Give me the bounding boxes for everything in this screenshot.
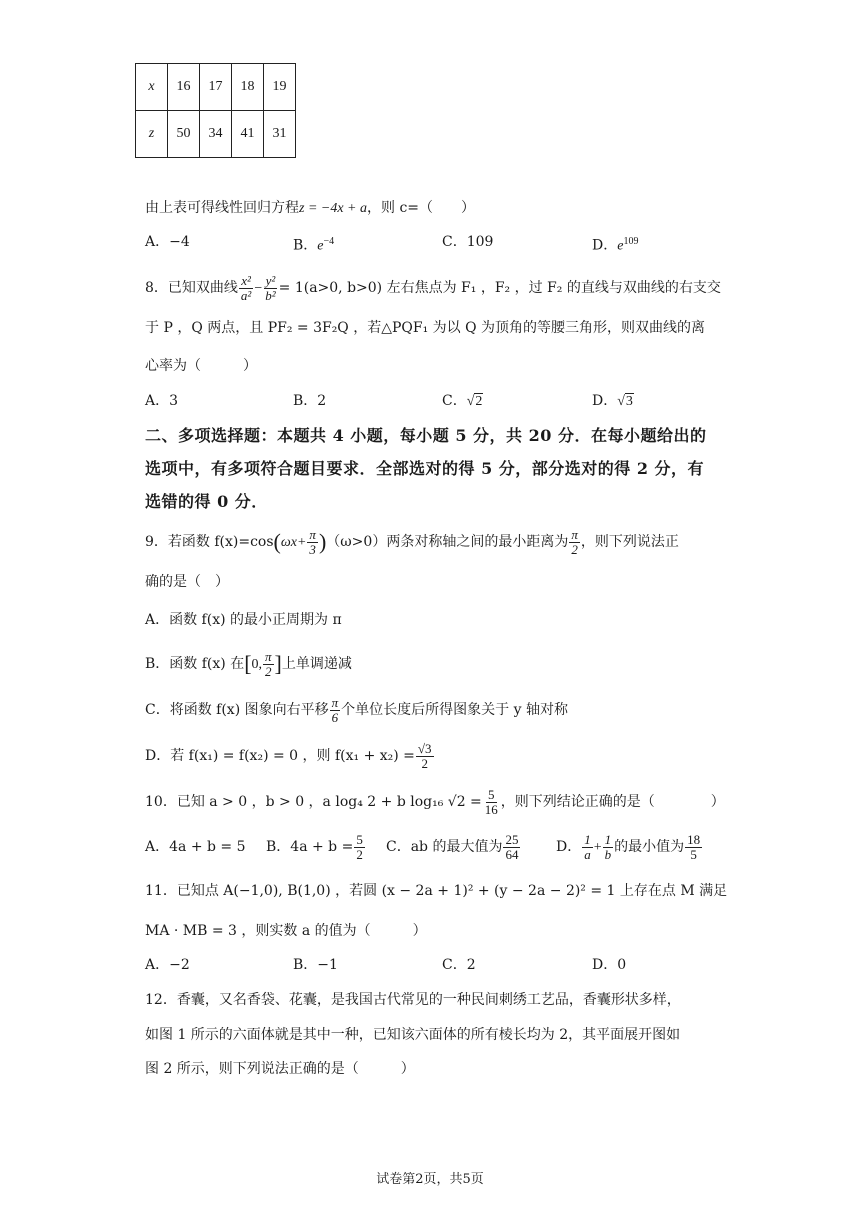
fraction-denominator: b²	[265, 287, 276, 303]
table-cell: 34	[200, 111, 232, 158]
sqrt-radicand: 3	[625, 394, 633, 409]
page-footer: 试卷第2页，共5页	[376, 1172, 484, 1187]
fraction-numerator: y²	[265, 272, 276, 288]
fraction-numerator: 5	[356, 831, 363, 847]
option-text: 个单位长度后所得图象关于 y 轴对称	[341, 702, 568, 718]
math-paren: (	[273, 529, 281, 554]
q7-option-b	[293, 232, 334, 257]
q8-option-b: B．2	[293, 393, 327, 409]
q11-line-2: MA · MB = 3 ，则实数 a 的值为（ ）	[145, 923, 427, 939]
q12-line-1: 12．香囊，又名香袋、花囊，是我国古代常见的一种民间刺绣工艺品，香囊形状多样，	[145, 992, 681, 1008]
math-fraction	[263, 650, 274, 679]
math-fraction	[483, 788, 500, 817]
q7-option-c: C．109	[442, 234, 494, 250]
math-fraction	[582, 833, 593, 862]
fraction-denominator: 2	[356, 846, 363, 862]
q9-option-a: A．函数 f(x) 的最小正周期为 π	[145, 612, 342, 628]
table-row	[136, 111, 296, 158]
q8-text: = 1(a>0, b>0) 左右焦点为 F₁ ，F₂ ，过 F₂ 的直线与双曲线的右支交	[278, 280, 721, 296]
fraction-denominator: b	[604, 846, 612, 862]
q9-text: （ω>0）两条对称轴之间的最小距离为	[326, 534, 569, 550]
option-label: D．	[592, 237, 618, 254]
table-cell: 16	[168, 64, 200, 111]
section-heading-line-3: 选错的得 0 分．	[145, 492, 268, 511]
math-bracket: ]	[274, 651, 282, 676]
math-fraction	[307, 528, 318, 557]
q10-option-b	[266, 829, 366, 865]
q12-line-3: 图 2 所示，则下列说法正确的是（ ）	[145, 1061, 415, 1077]
fraction-numerator: 1	[584, 831, 591, 847]
table-cell: x	[136, 64, 168, 111]
fraction-denominator: 2	[265, 663, 272, 679]
section-heading-line-2: 选项中，有多项符合题目要求．全部选对的得 5 分，部分选对的得 2 分，有	[145, 459, 705, 478]
table-cell: 17	[200, 64, 232, 111]
fraction-numerator: π	[331, 694, 339, 710]
q9-text: 9．若函数 f(x)=cos	[145, 534, 274, 550]
q10-option-c	[386, 829, 521, 865]
q9-line-2: 确的是（ ）	[145, 574, 229, 590]
math-paren: )	[318, 529, 327, 554]
fraction-numerator: 25	[505, 831, 519, 847]
fraction-denominator: 2	[571, 541, 578, 557]
q7-option-a: A．−4	[145, 234, 190, 250]
q11-line-1: 11．已知点 A(−1,0), B(1,0) ，若圆 (x − 2a + 1)² + (y − 2a − 2)² = 1 上存在点 M 满足	[145, 883, 728, 899]
option-text: B．4a + b =	[266, 839, 354, 855]
math-fraction	[603, 833, 614, 862]
option-text: D．若 f(x₁) = f(x₂) = 0 ，则 f(x₁ + x₂) =	[145, 748, 415, 764]
fraction-denominator: 64	[505, 846, 519, 862]
math-expression: 0,	[251, 657, 263, 672]
table-cell: z	[136, 111, 168, 158]
fraction-numerator: 5	[488, 786, 495, 802]
math-expression: ωx+	[280, 535, 307, 550]
fraction-denominator: a	[584, 846, 591, 862]
q9-option-b	[145, 646, 352, 683]
q7-option-d	[592, 232, 638, 257]
q11-option-c: C．2	[442, 957, 476, 973]
q8-option-c	[442, 391, 483, 412]
math-fraction	[354, 833, 365, 862]
fraction-denominator: a²	[240, 287, 252, 303]
math-exponent: 109	[623, 236, 639, 247]
q11-option-d: D．0	[592, 957, 627, 973]
q10-text: ，则下列结论正确的是（ ）	[500, 794, 725, 810]
table-cell: 41	[232, 111, 264, 158]
sqrt-radicand: 2	[475, 394, 483, 409]
q8-line-3: 心率为（ ）	[145, 358, 257, 374]
fraction-numerator: π	[309, 526, 316, 542]
option-label: B．	[293, 237, 318, 254]
fraction-denominator: 6	[331, 709, 339, 725]
fraction-denominator: 5	[690, 846, 697, 862]
q11-option-b: B．−1	[293, 957, 338, 973]
math-fraction	[330, 696, 341, 725]
q8-text: 8．已知双曲线	[145, 280, 238, 296]
fraction-numerator: √3	[417, 740, 432, 756]
q7-equation: z = −4x + a	[299, 201, 368, 216]
table-cell: 31	[264, 111, 296, 158]
q7-stem-tail: ，则 c=（ ）	[367, 200, 476, 216]
option-text: 的最小值为	[614, 839, 685, 855]
option-label: D．	[556, 839, 582, 855]
table-cell: 50	[168, 111, 200, 158]
q11-option-a: A．−2	[145, 957, 190, 973]
math-sqrt: √3	[617, 394, 633, 409]
fraction-numerator: π	[265, 648, 272, 664]
q10-option-d	[556, 829, 703, 866]
q8-option-a: A．3	[145, 393, 179, 409]
q10-option-a: A．4a + b = 5	[145, 839, 246, 855]
table-cell: 18	[232, 64, 264, 111]
fraction-numerator: 1	[604, 831, 612, 847]
q9-line-1	[145, 524, 679, 561]
math-fraction	[503, 833, 520, 862]
fraction-denominator: 2	[421, 755, 428, 771]
math-operator: +	[593, 840, 602, 855]
q8-line-2: 于 P ，Q 两点，且 PF₂ = 3F₂Q ，若△PQF₁ 为以 Q 为顶角的等腰三角形，则双曲线的离	[145, 320, 706, 336]
table-row	[136, 64, 296, 111]
option-text: C．将函数 f(x) 图象向右平移	[145, 702, 329, 718]
math-operator: −	[254, 281, 263, 296]
q8-option-d	[592, 391, 634, 412]
q9-option-d	[145, 738, 435, 774]
q12-line-2: 如图 1 所示的六面体就是其中一种，已知该六面体的所有棱长均为 2，其平面展开图如	[145, 1027, 681, 1043]
table-cell: 19	[264, 64, 296, 111]
q9-option-c	[145, 692, 568, 728]
option-label: D．	[592, 393, 618, 409]
math-exponent: −4	[323, 236, 335, 247]
math-fraction	[685, 833, 702, 862]
q10-line-1	[145, 784, 725, 820]
option-label: C．	[442, 393, 467, 409]
math-fraction	[239, 274, 253, 303]
data-table	[135, 63, 296, 158]
fraction-numerator: x²	[241, 272, 251, 288]
math-fraction	[416, 742, 434, 771]
math-fraction	[263, 274, 277, 303]
q8-line-1	[145, 270, 721, 307]
option-text: C．ab 的最大值为	[386, 839, 503, 855]
fraction-numerator: 18	[687, 831, 701, 847]
option-text: 上单调递减	[281, 656, 352, 672]
math-fraction	[569, 528, 580, 557]
fraction-numerator: π	[571, 526, 578, 542]
fraction-denominator: 16	[484, 801, 498, 817]
q7-stem-text: 由上表可得线性回归方程	[145, 200, 299, 216]
fraction-denominator: 3	[309, 541, 316, 557]
q10-text: 10．已知 a > 0 ，b > 0 ，a log₄ 2 + b log₁₆ √2 =	[145, 794, 482, 810]
option-text: B．函数 f(x) 在	[145, 656, 245, 672]
math-sqrt: √2	[466, 394, 483, 409]
math-base: e	[317, 238, 324, 254]
q7-stem	[145, 198, 475, 219]
q9-text: ，则下列说法正	[580, 534, 679, 550]
math-bracket: [	[244, 651, 252, 676]
section-heading-line-1: 二、多项选择题：本题共 4 小题，每小题 5 分，共 20 分．在每小题给出的	[145, 426, 707, 445]
math-base: e	[617, 238, 624, 254]
